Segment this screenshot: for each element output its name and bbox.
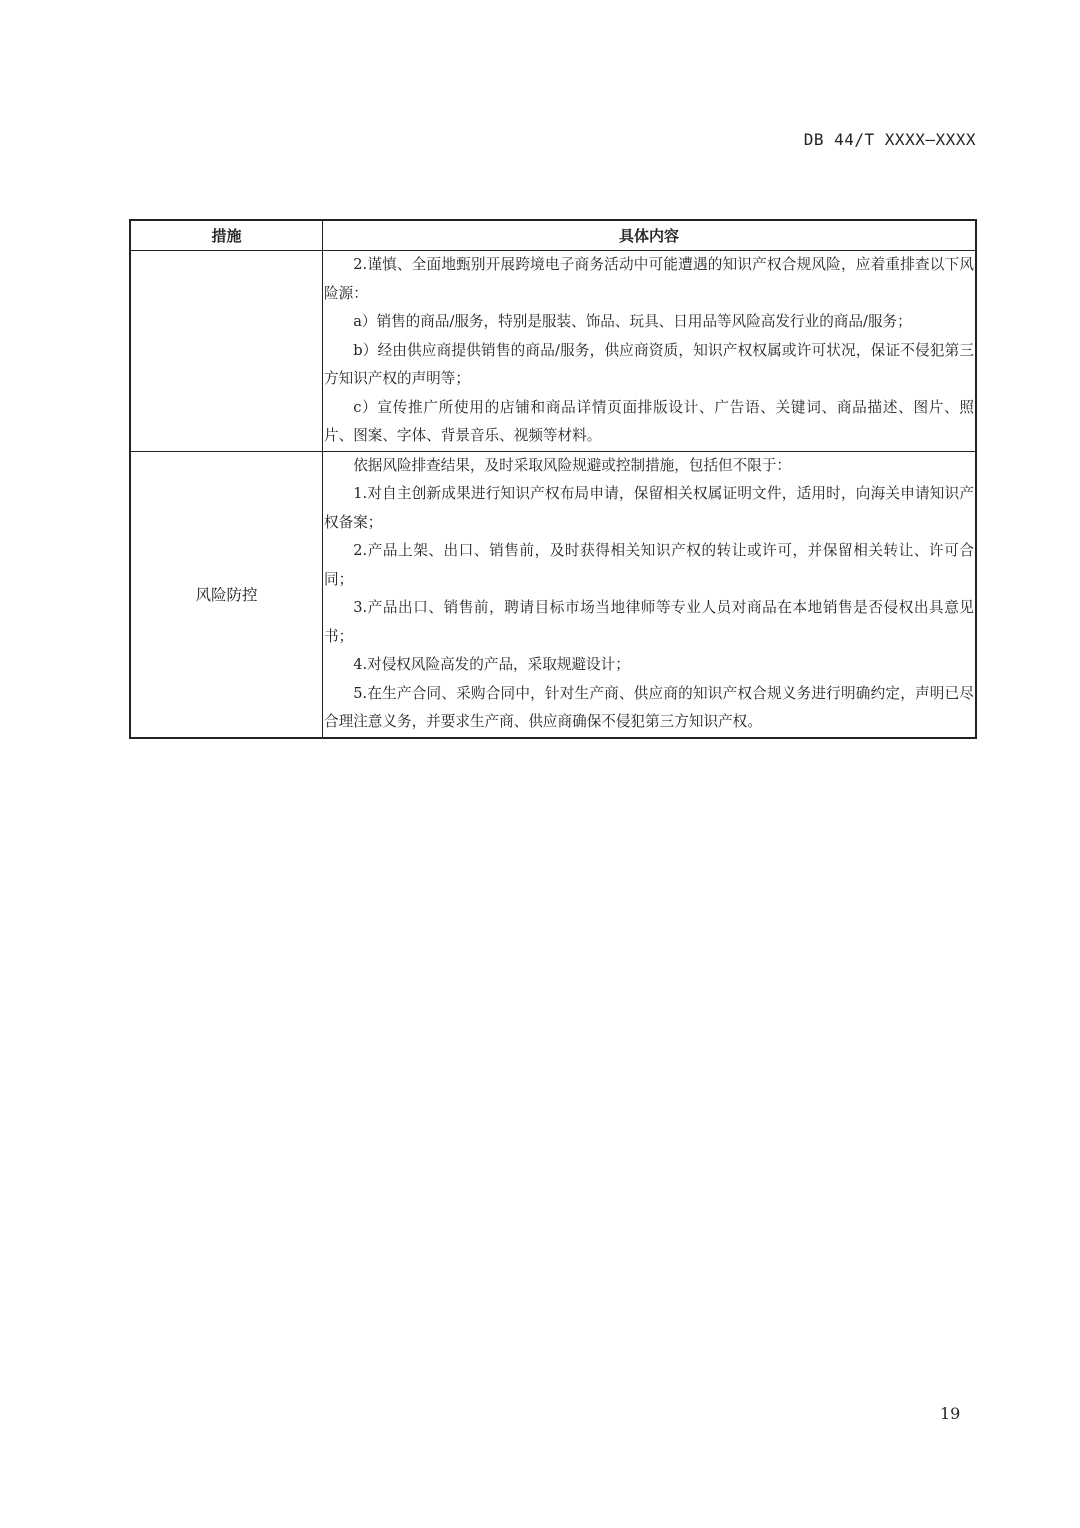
content-paragraph: 5.在生产合同、采购合同中，针对生产商、供应商的知识产权合规义务进行明确约定，声明已尽合理注意义务，并要求生产商、供应商确保不侵犯第三方知识产权。 — [324, 684, 974, 730]
content-cell — [323, 251, 977, 452]
table-row — [130, 251, 976, 452]
content-cell — [323, 451, 977, 738]
measure-cell — [130, 251, 323, 452]
content-paragraph: 2.产品上架、出口、销售前，及时获得相关知识产权的转让或许可，并保留相关转让、许可合同； — [324, 542, 974, 588]
content-paragraph: 4.对侵权风险高发的产品，采取规避设计； — [353, 656, 630, 673]
content-paragraph: 3.产品出口、销售前，聘请目标市场当地律师等专业人员对商品在本地销售是否侵权出具意见书； — [324, 599, 974, 645]
content-paragraph: 2.谨慎、全面地甄别开展跨境电子商务活动中可能遭遇的知识产权合规风险，应着重排查以下风险源： — [324, 256, 974, 302]
document-code: DB 44/T XXXX—XXXX — [803, 130, 976, 149]
content-paragraph: a）销售的商品/服务，特别是服装、饰品、玩具、日用品等风险高发行业的商品/服务； — [353, 313, 912, 330]
table-header-row — [130, 220, 976, 251]
header-measure: 措施 — [130, 220, 323, 251]
content-paragraph: 依据风险排查结果，及时采取风险规避或控制措施，包括但不限于： — [353, 456, 792, 474]
header-content: 具体内容 — [323, 220, 977, 251]
content-paragraph: b）经由供应商提供销售的商品/服务，供应商资质，知识产权权属或许可状况，保证不侵犯第三方知识产权的声明等； — [324, 341, 974, 387]
content-paragraph: c）宣传推广所使用的店铺和商品详情页面排版设计、广告语、关键词、商品描述、图片、照片、图案、字体、背景音乐、视频等材料。 — [324, 398, 974, 444]
measure-cell: 风险防控 — [130, 451, 323, 738]
table-row — [130, 451, 976, 738]
page-number: 19 — [940, 1404, 961, 1423]
content-paragraph: 1.对自主创新成果进行知识产权布局申请，保留相关权属证明文件，适用时，向海关申请知识产权备案； — [324, 485, 974, 531]
measures-table — [129, 219, 977, 739]
